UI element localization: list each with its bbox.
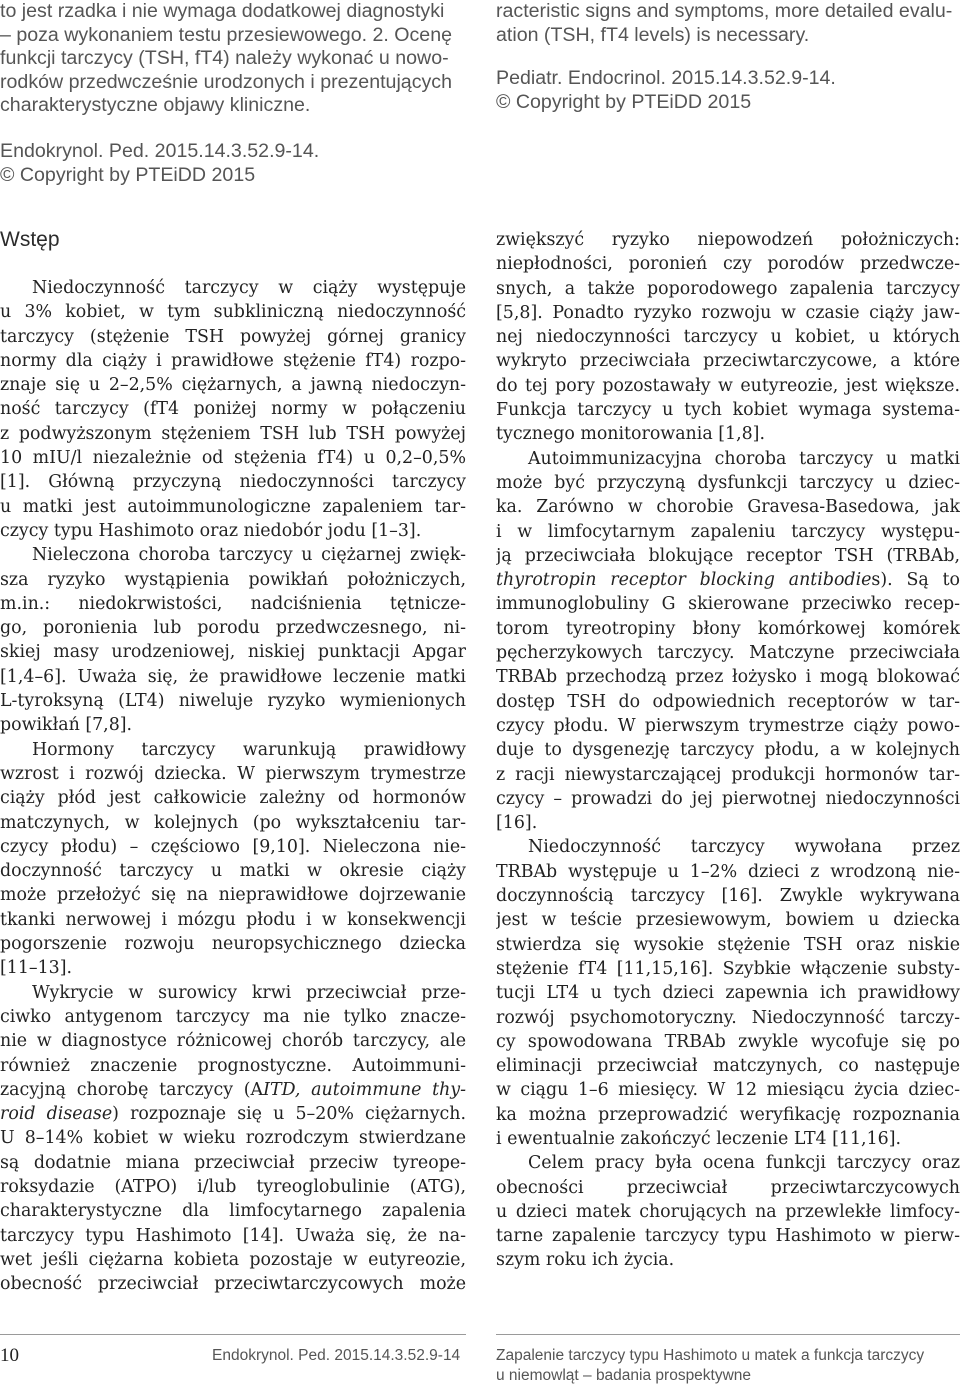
abstract-polish-citation [0,140,466,187]
body-line: Funkcja tarczycy u tych kobiet wymaga systema- [496,400,960,421]
body-line: matczynych, w kolejnych (po wykształceniu tar- [0,812,466,833]
body-line: tkanki nerwowej i mózgu płodu i w konsekwencji [0,909,466,930]
running-head: Endokrynol. Ped. 2015.14.3.52.9-14 [212,1347,461,1364]
body-line: Wykrycie w surowicy krwi przeciwciał prze- [32,982,466,1003]
body-line: snych, a także poporodowego zapalenia tarczycy [496,278,960,299]
body-column-left [0,276,466,1296]
body-line: tarczycy (stężenie TSH powyżej górnej granicy [0,326,466,347]
running-title [496,1346,924,1386]
body-line: ciąży płód jest całkowicie zależny od hormonów [0,788,466,809]
body-line: z podwyższonym stężeniem TSH lub TSH powyżej [0,423,466,444]
body-line: tarczycy typu Hashimoto [14]. Uważa się, że na- [0,1225,466,1246]
body-line: [1]. Główną przyczyną niedoczynności tarczycy [0,472,466,493]
body-line: czycy – prowadzi do jej pierwotnej niedoczynności [496,788,960,809]
body-line: nie w diagnostyce różnicowej chorób tarczycy, ale [0,1031,466,1052]
abstract-line: to jest rzadka i nie wymaga dodatkowej diagnostyki [0,0,445,22]
body-line: wzrost i rozwój dziecka. W pierwszym trymestrze [0,763,466,784]
citation-text: Endokrynol. Ped. 2015.14.3.52.9-14. [0,139,320,162]
body-line: czycy typu Hashimoto oraz niedobór jodu [1–3]. [0,520,422,541]
italic-term: thyrotropin receptor blocking antibodie [496,570,872,591]
footer-rule-right [496,1334,960,1335]
body-line: cy spowodowana TRBAb zwykle wycofuje się po [496,1031,960,1052]
body-line: czycy płodu) – częściowo [9,10]. Nieleczona nie- [0,836,466,857]
body-line: [5,8]. Ponadto ryzyko rozwoju w czasie ciąży jaw- [496,302,960,323]
body-line: wet jeśli ciężarna kobieta pozostaje w eutyreozie, [0,1249,466,1270]
abstract-line: charakterystyczne objawy kliniczne. [0,94,311,117]
body-line: z racji niewystarczającej produkcji hormonów tar- [496,764,960,785]
body-line: ją przeciwciała blokujące receptor TSH (TRBAb, [496,545,960,566]
footer-rule-left [0,1334,466,1335]
body-line: pęcherzykowych tarczycy. Matczyne przeciwciała [496,643,960,664]
body-line: powikłań [7,8]. [0,715,133,736]
italic-term: roid disease [0,1104,113,1125]
running-title-line: Zapalenie tarczycy typu Hashimoto u matek a funkcja tarczycy [496,1347,925,1364]
body-column-right [496,228,960,1273]
body-line: u 3% kobiet, w tym subkliniczną niedoczynność [0,302,466,323]
body-line: nej niedoczynności tarczycy u kobiet, u których [496,327,960,348]
body-line: thyrotropin receptor blocking antibodies). Są to [496,570,960,591]
body-line: i w limfocytarnym zapaleniu tarczycy występu- [496,521,960,542]
body-line: L-tyroksyną (LT4) niweluje ryzyko wymienionych [0,691,466,712]
body-line: zacyjną chorobę tarczycy (AITD, autoimmune thy- [0,1079,466,1100]
body-line: doczynność tarczycy u matki w okresie ciąży [0,861,466,882]
body-line: ciwko antygenom tarczycy ma nie tylko znacze- [0,1006,466,1027]
page-number: 10 [0,1345,19,1366]
body-line: stwierdza się wysokie stężenie TSH oraz niskie [496,934,960,955]
abstract-english-citation [496,67,960,114]
body-line: może być przyczyną dysfunkcji tarczycy u dziec- [496,472,960,493]
body-line: TRBAb występuje u 1–2% dzieci z wrodzoną nie- [496,861,960,882]
body-line: [16]. [496,813,538,834]
body-line: [1,4–6]. Uważa się, że prawidłowe leczenie matki [0,666,466,687]
abstract-line: – poza wykonaniem testu przesiewowego. 2. Ocenę [0,23,452,46]
body-line: obecność przeciwciał przeciwtarczycowych może [0,1274,466,1295]
body-line: do tej pory pozostawały w eutyreozie, jest większe. [496,375,960,396]
body-line: w ciągu 1–6 miesięcy. W 12 miesiącu życia dziec- [496,1080,960,1101]
abstract-line: ation (TSH, fT4 levels) is necessary. [496,23,810,46]
body-line: tycznego monitorowania [1,8]. [496,424,765,445]
abstract-english-text [496,0,960,47]
body-line: Niedoczynność tarczycy wywołana przez [528,837,960,858]
body-line: u matki jest autoimmunologiczne zapaleniem tar- [0,496,466,517]
abstract-english [496,0,960,114]
body-line: eliminacji przeciwciał matczynych, co następuje [496,1056,960,1077]
body-line: charakterystyczne dla limfocytarnego zapalenia [0,1201,466,1222]
body-line: Hormony tarczycy warunkują prawidłowy [32,739,466,760]
running-title-line: u niemowląt – badania prospektywne [496,1367,752,1384]
body-line: Niedoczynność tarczycy w ciąży występuje [32,278,466,298]
body-line: tarne zapalenie tarczycy typu Hashimoto w pierw- [496,1226,960,1247]
body-line: ka można przeprowadzić weryfikację rozpoznania [496,1104,960,1125]
body-line: obecności przeciwciał przeciwtarczycowych [496,1177,960,1198]
body-line: tucji LT4 u tych dzieci zapewnia ich prawidłowy [496,983,960,1004]
body-line: zwiększyć ryzyko niepowodzeń położniczych: [496,230,960,250]
body-line: TRBAb przechodzą przez łożysko i mogą blokować [496,667,960,688]
body-line: immunoglobuliny G skierowane przeciwko recep- [496,594,960,615]
body-line: m.in.: niedokrwistości, nadciśnienia tętnicze- [0,593,466,614]
body-line: sza ryzyko wystąpienia powikłań położniczych, [0,569,466,590]
body-line: są dodatnie miana przeciwciał przeciw tyreope- [0,1152,466,1173]
copyright-text: © Copyright by PTEiDD 2015 [0,163,256,186]
body-line: skiej masy urodzeniowej, niskiej punktacji Apgar [0,642,466,663]
body-line: dostęp TSH do odpowiednich receptorów w tar- [496,691,960,712]
body-line: szym roku ich życia. [496,1250,675,1271]
body-line: go, poronienia lub porodu przedwczesnego, ni- [0,618,466,639]
italic-term: ITD, autoimmune thy- [263,1079,466,1100]
body-line: normy dla ciąży i prawidłowe stężenie fT4) rozpo- [0,350,466,371]
body-line: U 8–14% kobiet w wieku rozrodczym stwierdzane [0,1128,466,1149]
body-line: może przełożyć się na nieprawidłowe dojrzewanie [0,885,466,906]
body-line: stężenie fT4 [11,15,16]. Szybkie włączenie substy- [496,958,960,979]
body-line: torom tyreotropiny błony komórkowej komórek [496,618,960,639]
body-line: Celem pracy była ocena funkcji tarczycy oraz [528,1153,960,1174]
body-line: również znaczenie prognostyczne. Autoimmuni- [0,1055,466,1076]
body-line: pogorszenie rozwoju neuropsychicznego dziecka [0,934,466,955]
body-line: czycy płodu. W pierwszym trymestrze ciąży powo- [496,715,960,736]
section-heading: Wstęp [0,228,60,251]
body-line: roid disease) rozpoznaje się u 5–20% ciężarnych. [0,1104,466,1125]
abstract-polish-text [0,0,466,118]
abstract-line: funkcji tarczycy (TSH, fT4) należy wykonać u nowo- [0,47,449,70]
body-line: jest w teście przesiewowym, bowiem u dziecka [496,910,960,931]
body-line: ka. Zarówno w chorobie Gravesa-Basedowa, jak [496,497,960,518]
citation-text: Pediatr. Endocrinol. 2015.14.3.52.9-14. [496,67,836,90]
abstract-polish [0,0,466,187]
body-line: ność tarczycy (fT4 poniżej normy w połączeniu [0,399,466,420]
body-line: Nieleczona choroba tarczycy u ciężarnej zwięk- [32,545,466,566]
body-line: Autoimmunizacyjna choroba tarczycy u matki [528,448,960,469]
body-line: rozwój psychomotoryczny. Niedoczynność tarczy- [496,1007,960,1028]
body-line: znaje się u 2–2,5% ciężarnych, a jawną niedoczyn- [0,375,466,396]
body-line: 10 mIU/l niezależnie od stężenia fT4) u 0,2–0,5% [0,448,466,469]
copyright-text: © Copyright by PTEiDD 2015 [496,90,752,113]
body-line: wykryto przeciwciała przeciwtarczycowe, a które [496,351,960,372]
body-line: roksydazie (ATPO) i/lub tyreoglobulinie (ATG), [0,1176,466,1197]
abstract-line: rodków przedwcześnie urodzonych i prezentujących [0,70,452,93]
body-line: duje to dysgenezję tarczycy płodu, a w kolejnych [496,740,960,761]
body-line: doczynnością tarczycy [16]. Zwykle wykrywana [496,886,960,907]
body-line: niepłodności, poronień czy porodów przedwcze- [496,254,960,275]
body-line: i ewentualnie zakończyć leczenie LT4 [11,16]. [496,1128,902,1149]
body-line: u dzieci matek chorujących na przewlekłe limfocy- [496,1201,960,1222]
body-line: [11–13]. [0,958,73,979]
abstract-line: racteristic signs and symptoms, more detailed evalu- [496,0,953,22]
